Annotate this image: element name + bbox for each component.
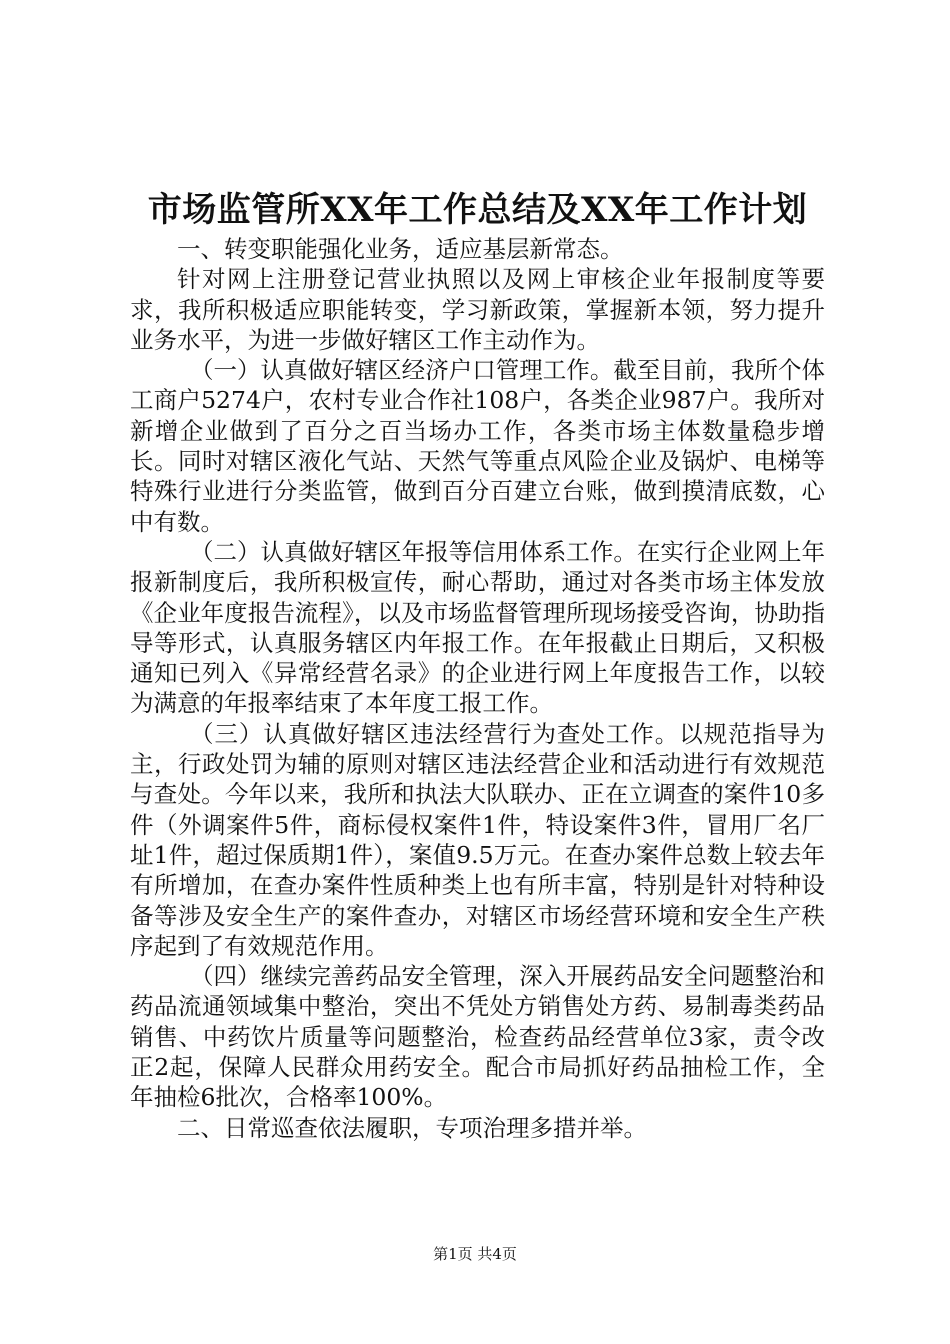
paragraph: 针对网上注册登记营业执照以及网上审核企业年报制度等要求，我所积极适应职能转变，学习新政策，掌握新本领，努力提升业务水平，为进一步做好辖区工作主动作为。 <box>130 265 825 354</box>
page-footer: 第1页 共4页 <box>433 1245 517 1263</box>
paragraph-subsection-1: （一）认真做好辖区经济户口管理工作。截至目前，我所个体工商户5274户，农村专业合作社108户，各类企业987户。我所对新增企业做到了百分之百当场办工作，各类市场主体数量稳步增长。同时对辖区液化气站、天然气等重点风险企业及锅炉、电梯等特殊行业进行分类监管，做到百分百建立台账，做到摸清底数，心中有数。 <box>130 356 825 536</box>
paragraph-subsection-2: （二）认真做好辖区年报等信用体系工作。在实行企业网上年报新制度后，我所积极宣传，耐心帮助，通过对各类市场主体发放《企业年度报告流程》，以及市场监督管理所现场接受咨询，协助指导等形式，认真服务辖区内年报工作。在年报截止日期后，又积极通知已列入《异常经营名录》的企业进行网上年度报告工作，以较为满意的年报率结束了本年度工报工作。 <box>130 537 825 718</box>
document-title: 市场监管所XX年工作总结及XX年工作计划 <box>147 190 808 230</box>
paragraph-subsection-3: （三）认真做好辖区违法经营行为查处工作。以规范指导为主，行政处罚为辅的原则对辖区违法经营企业和活动进行有效规范与查处。今年以来，我所和执法大队联办、正在立调查的案件10多件（外调案件5件，商标侵权案件1件，特设案件3件，冒用厂名厂址1件，超过保质期1件），案值9.5万元。在查办案件总数上较去年有所增加，在查办案件性质种类上也有所丰富，特别是针对特种设备等涉及安全生产的案件查办，对辖区市场经营环境和安全生产秩序起到了有效规范作用。 <box>130 719 825 960</box>
document-body <box>130 186 825 1143</box>
section-heading-2: 二、日常巡查依法履职，专项治理多措并举。 <box>177 1113 647 1142</box>
paragraph-subsection-4: （四）继续完善药品安全管理，深入开展药品安全问题整治和药品流通领域集中整治，突出不凭处方销售处方药、易制毒类药品销售、中药饮片质量等问题整治，检查药品经营单位3家，责令改正2起，保障人民群众用药安全。配合市局抓好药品抽检工作，全年抽检6批次，合格率100%。 <box>130 962 825 1112</box>
section-heading-1: 一、转变职能强化业务，适应基层新常态。 <box>177 235 624 263</box>
